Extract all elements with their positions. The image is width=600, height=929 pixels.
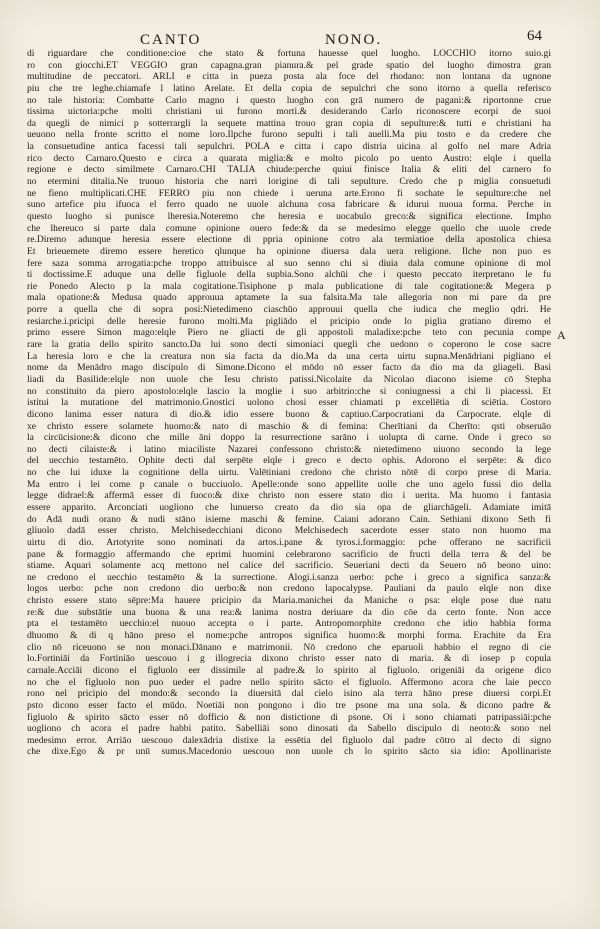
text-line: multitudine de peccatori. ARLI e citta in pueza posta ala foce del rhodano: non lontana da ugnone xyxy=(27,71,551,83)
text-line: stiame. Aquari solamente acq mettono nel calice del sacrificio. Seueriani decti da Seuero nō beono uino: xyxy=(27,560,551,572)
text-line: questo luogho si punisce lheresia.Noteremo che heresia e uocabulo greco:& significa electione. Impho xyxy=(27,210,551,222)
text-line: re.Diremo adunque heresia essere electione di ppria opinione cotro ala termiatioe della apostolica chiesa xyxy=(27,234,551,246)
text-line: logos uerbo: pche non credono dio uerbo:& non credono lapocalypse. Pauliani da paulo elqle non dixe xyxy=(27,583,551,595)
page-number: 64 xyxy=(527,28,542,44)
text-line: ne fieno multiplicati.CHE FERRO piu non chiede i ueruna arte.Erono fi sochate le sepulture:che nel xyxy=(27,187,551,199)
text-line: istitui la mutatione del matrimonio.Gnostici uolono chosi esser chiamati p excellētia di sciētia. Costoro xyxy=(27,397,551,409)
text-line: legge didrael:& affermā esser di fuoco:& dixe christo non essere stato dio i uerita. Ma huomo i fantasia xyxy=(27,490,551,502)
text-line: no tale historia: Combatte Carlo magno i questo luogho con grā numero de pagani:& riportonne crue xyxy=(27,94,551,106)
text-line: piu che tre leghe.chiamafe l latino Arelate. Et della copia de sepulchri che sono itorno a quella referisco xyxy=(27,82,551,94)
text-line: da quegli de nimici p sotterrargli la sequete mattina trouo gran copia di sepulture:& tutti e christiani ha xyxy=(27,117,551,129)
running-head-left: CANTO xyxy=(140,32,202,48)
text-line: psto dicono esser facto el mūdo. Noetiāi non pongono i dio tre psone ma una sola. & dicono padre & xyxy=(27,699,551,711)
text-line: La heresia loro e che la creatura non sia facta da dio.Ma da una certa uirtu supna.Menādriani pigliano el xyxy=(27,350,551,362)
text-line: rie Ponedo Alecto p la mala cogitatione.Tisiphone p mala publicatione di tale cogitatione:& Megera p xyxy=(27,280,551,292)
text-line: suno artefice piu ifuoca el ferro quado ne uuole alchuna cosa fabricare & idurui nuoua forma. Perche in xyxy=(27,199,551,211)
text-line: del uecchio testamēto. Ophite decti dal serpēte elqle i greco e decto ophis. Adorono el serpēte: & dico xyxy=(27,455,551,467)
text-line: do Adā nudi orano & nudi stāno isieme maschi & femine. Caiani adorano Cain. Sethiani dixono Seth fi xyxy=(27,513,551,525)
text-line: Et brieuemete diremo essere heretico qlunque ha opinione diuersa dala uera religione. Ilche non puo es xyxy=(27,245,551,257)
text-line: essere apparito. Arconciati uogliono che lunuerso creato da dio sia opa de gliarchāgeli. Adamiate imitā xyxy=(27,501,551,513)
text-line: ueuono nella fronte scritto el nome loro.Ilpche furono sepulti i tali auelli.Ma piu tosto e da credere che xyxy=(27,129,551,141)
text-line: carnale.Acciāi dicono el figluolo eer dissimile al padre.& lo spirito al figluolo. origeniāi da origene dico xyxy=(27,664,551,676)
text-line: ti doctissime.E aduque una delle figluole della supbia.Sono alchūi che i questo peccato iterpretano le fu xyxy=(27,269,551,281)
text-line: no che el figluolo non puo ueder el padre nello spirito sācto el figluolo. Affermono acora che laie pecco xyxy=(27,676,551,688)
text-line: gliuolo dadā esser christo. Melchisedecchiani dicono Melchisedech sacerdote esser stato non huomo ma xyxy=(27,525,551,537)
text-line: no etermini ditalia.Ne truouo historia che narri lorigine di tali sepulture. Credo che p miglia consuetudi xyxy=(27,176,551,188)
text-line: pane & formaggio affermando che eprimi huomini celebrarono sacrificio de fructi della terra & del be xyxy=(27,548,551,560)
text-line: ro con giocchi.ET VEGGIO gran capagna.gran pianura.& pel grade spatio del luogho dimostra gran xyxy=(27,59,551,71)
marginal-letter: A xyxy=(557,328,566,342)
page-header xyxy=(0,14,600,48)
text-line: rare la gratia dello spirito sancto.Da lui sono decti simoniaci quegli che uedono o coperono le cose sacre xyxy=(27,339,551,351)
text-line: rono nel pricipio del mondo:& secondo la diuersitā dal cielo isino ala terra hāno prese diuersi corpi.Et xyxy=(27,688,551,700)
text-line: dhuomo & di q hāno preso el nome:pche antropos significa huomo:& morphi forma. Erachite da Era xyxy=(27,630,551,642)
text-line: rico decto Carnaro.Questo e circa a quarata miglia:& e molto picolo po uento Austro: elqle i quella xyxy=(27,152,551,164)
text-line: no che lui iduxe la cognitione della uirtu. Valētiniani credono che christo nōtē di corpo prese di Maria. xyxy=(27,467,551,479)
text-line: uogliono ch acora el padre habbi patito. Sabelliāi sono dinosati da Sabello discipulo di neoto:& sono nel xyxy=(27,723,551,735)
text-line: dicono lanima esser natura di dio.& idio essere buono & captiuo.Carpocratiani da Carpocrate. elqle di xyxy=(27,408,551,420)
text-line: no decti cilaiste:& i latino miaciliste Nazarei confessono christo:& nietedimeno uiuono secondo la lege xyxy=(27,443,551,455)
text-line: resiarche.i.pricipi delle heresie furono molti.Ma pigliādo el pricipio onde lo piglia gratiano diremo el xyxy=(27,315,551,327)
text-line: clio nō riceuono se non monaci.Dānano e matrimonii. Nō credono che eparuoli habbio el regno di cie xyxy=(27,641,551,653)
text-line: christo essere stato sēpre:Ma hauere pricipio da Maria.manichei da Maniche o psa: elqle pose due natu xyxy=(27,595,551,607)
text-line: nome da Menādro mago discipulo di Simone.Dicono el mōdo nō esser facto da dio ma da gliageli. Basi xyxy=(27,362,551,374)
text-line: tissima uictoria:pche molti christiani ui furono morti.& desiderando Carlo riconoscere ecorpi de suoi xyxy=(27,106,551,118)
text-line: mala opatione:& Medusa quado approuua aptamete la sua falsita.Ma tale allegoria non mi pare da pre xyxy=(27,292,551,304)
text-line: medesimo error. Arriāo uescouo dalexādria distixe la essētia del figluolo dal padre cōtro al decto di signo xyxy=(27,734,551,746)
text-line: fere saza somma arrogatia:pche troppo attribuisce al suo senno chi si diuia dala comune opinione di mol xyxy=(27,257,551,269)
text-line: porre a quella che di sopra posi:Nietedimeno ciaschūo approuui quella che iudica che meglio qdri. He xyxy=(27,304,551,316)
text-line: la consuetudine antica facessi tali sepulchri. POLA e citta i capo distria uicina al golfo nel mare Adria xyxy=(27,141,551,153)
text-line: xe christo essere solamete huomo:& nato di maschio & di femina: Cherītiani da Cherīto: qsti obseruāo xyxy=(27,420,551,432)
text-line: Ma entro i lei come p canale o bucciuolo. Apelle:onde sono appellite uolle che uno agelo fussi dio della xyxy=(27,478,551,490)
text-line: uirtu di dio. Artotyrite sono nominati da artos.i.pane & tyros.i.formaggio: pche offerano ne sacrificii xyxy=(27,536,551,548)
text-line: ne credono el uecchio testamēto & la surrectione. Alogi.i.sanza uerbo: pche i greco a significa sanza:& xyxy=(27,571,551,583)
text-line: di riguardare che conditione:cioe che stato & fortuna hauesse quel luogho. LOCCHIO itorno suio.gi xyxy=(27,48,551,59)
text-line: pta el testamēto uecchio:el nuouo accepta o i parte. Antropomorphite credono che idio habbia forma xyxy=(27,618,551,630)
text-line: regione e decto similmete Carnaro.CHI TALIA chiude:perche quiui finisce Italia & eliti del carnero fo xyxy=(27,164,551,176)
text-line: che lhereuco si parte dala comune opinione ouero fede:& da se medesimo elegge quello che uuole crede xyxy=(27,222,551,234)
commentary-text xyxy=(27,48,551,758)
text-line: figluolo & spirito sācto esser nō dofficio & non distictione di psone. Oi i sono chiamati patripassiāi:pche xyxy=(27,711,551,723)
text-line: la circūcisione:& dicono che mille āni doppo la resurrectione sarāno i uolupta di carne. Onde i greco so xyxy=(27,432,551,444)
text-line: primo essere Simon mago:elqle Piero ne gliacti de gli appostoli maladixe:pche teto con pecunia compe xyxy=(27,327,551,339)
text-line: lo.Fortiniāi da Fortiniāo uescouo i g illogrecia dixono christo esser nato di maria. & di iosep p copula xyxy=(27,653,551,665)
text-line: che dixe.Ego & pr unū sumus.Macedonio uescouo non uuole ch lo spirito sācto sia idio: Apollinariste xyxy=(27,746,551,758)
text-line: liadi da Basilide:elqle non uuole che Iesu christo patissi.Nicolaite da Nicolao diacono isieme cō Stepha xyxy=(27,373,551,385)
running-head-right: NONO. xyxy=(325,32,383,48)
text-line: no constituito da piero apostolo:elqle lascio la moglie i suo arbitrio:che si coniugnessi a chi li piacessi. Et xyxy=(27,385,551,397)
text-line: re:& due substātie una buona & una rea:& lanima nostra deriuare da dio cōe da certo fonte. Non acce xyxy=(27,606,551,618)
